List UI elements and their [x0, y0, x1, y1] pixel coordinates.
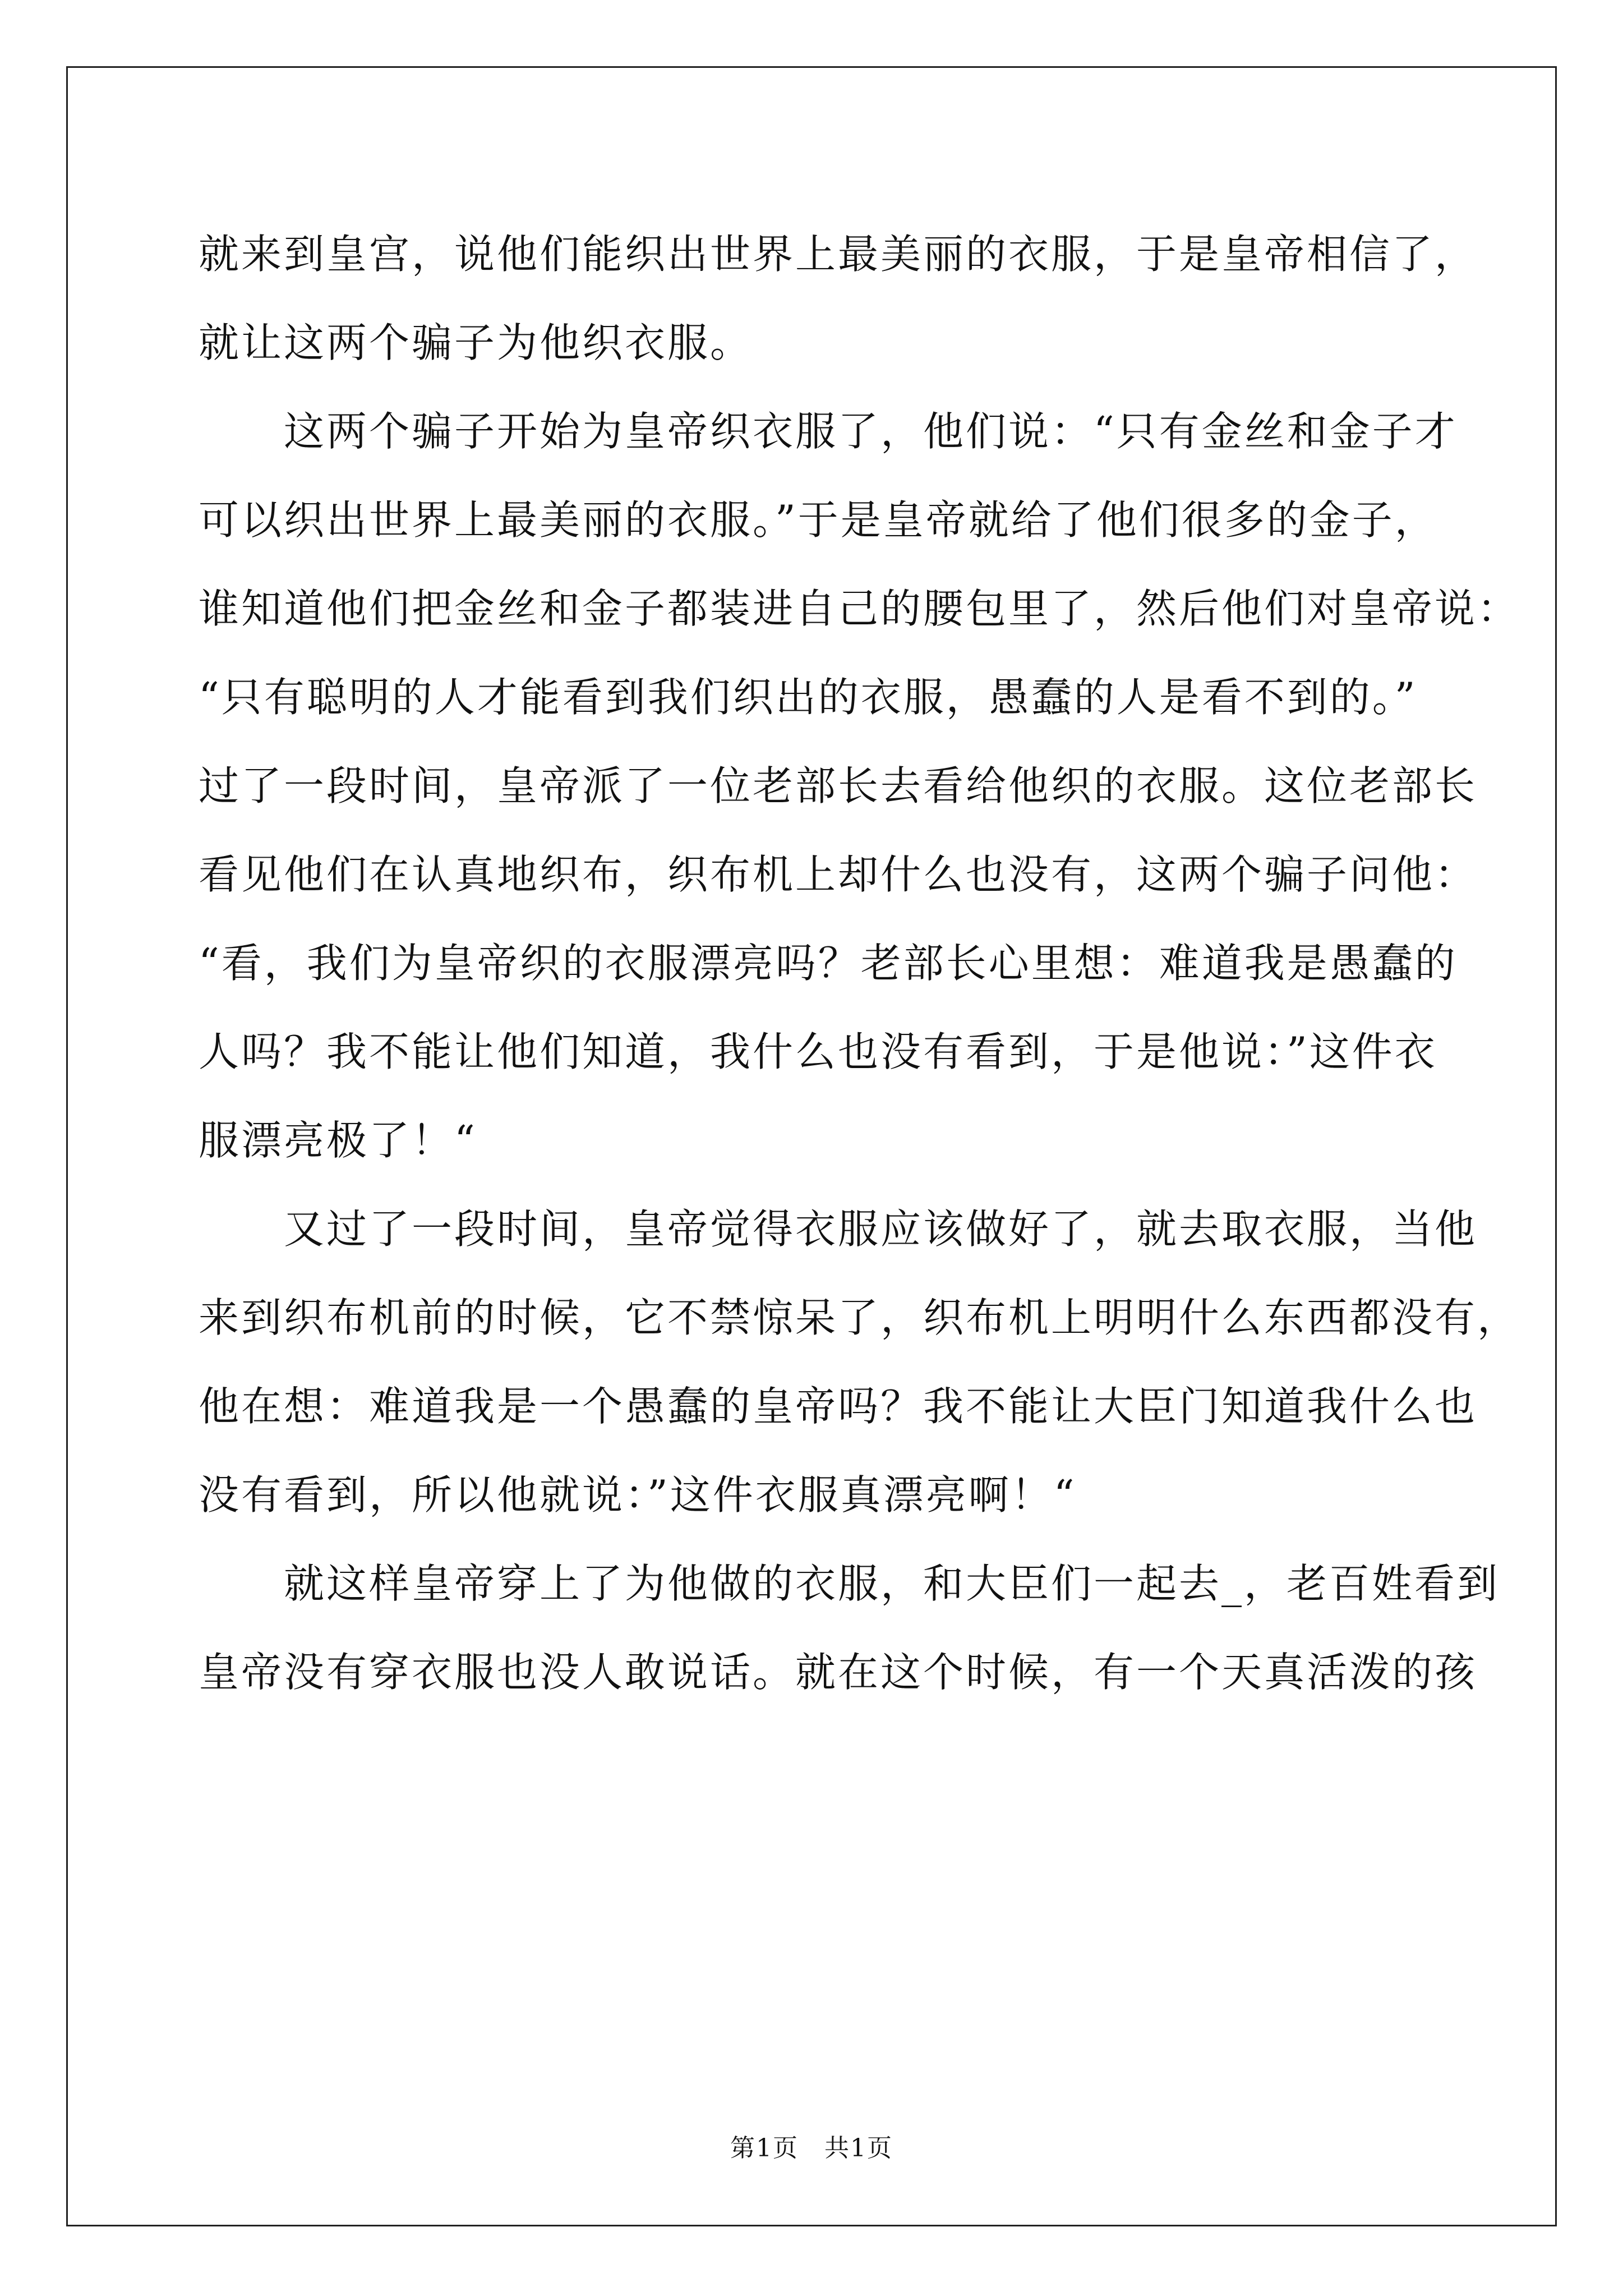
text-line: 可以织出世界上最美丽的衣服。”于是皇帝就给了他们很多的金子，	[199, 496, 1437, 544]
text-line: 就这样皇帝穿上了为他做的衣服，和大臣们一起去_，老百姓看到	[199, 1560, 1500, 1607]
text-line: 没有看到，所以他就说：”这件衣服真漂亮啊！“	[199, 1471, 1077, 1519]
text-line: 过了一段时间，皇帝派了一位老部长去看给他织的衣服。这位老部长	[199, 762, 1478, 809]
text-line: 人吗？我不能让他们知道，我什么也没有看到，于是他说：”这件衣	[199, 1028, 1437, 1075]
text-line: 就让这两个骗子为他织衣服。	[199, 319, 753, 366]
text-line: “看，我们为皇帝织的衣服漂亮吗？老部长心里想：难道我是愚蠢的	[199, 940, 1458, 987]
text-line: 谁知道他们把金丝和金子都装进自己的腰包里了，然后他们对皇帝说：	[199, 585, 1520, 632]
text-line: 皇帝没有穿衣服也没人敢说话。就在这个时候，有一个天真活泼的孩	[199, 1649, 1478, 1696]
text-line: 他在想：难道我是一个愚蠢的皇帝吗？我不能让大臣门知道我什么也	[199, 1383, 1478, 1430]
document-body	[199, 210, 1520, 1717]
text-line: “只有聪明的人才能看到我们织出的衣服，愚蠢的人是看不到的。”	[199, 674, 1418, 721]
page-footer: 第1页 共1页	[730, 2134, 893, 2162]
text-line: 这两个骗子开始为皇帝织衣服了，他们说：“只有金丝和金子才	[199, 408, 1458, 455]
text-line: 又过了一段时间，皇帝觉得衣服应该做好了，就去取衣服，当他	[199, 1205, 1478, 1253]
text-line: 服漂亮极了！“	[199, 1117, 477, 1164]
text-line: 来到织布机前的时候，它不禁惊呆了，织布机上明明什么东西都没有，	[199, 1294, 1520, 1341]
text-line: 看见他们在认真地织布，织布机上却什么也没有，这两个骗子问他：	[199, 851, 1478, 898]
text-line: 就来到皇宫，说他们能织出世界上最美丽的衣服，于是皇帝相信了，	[199, 231, 1478, 278]
